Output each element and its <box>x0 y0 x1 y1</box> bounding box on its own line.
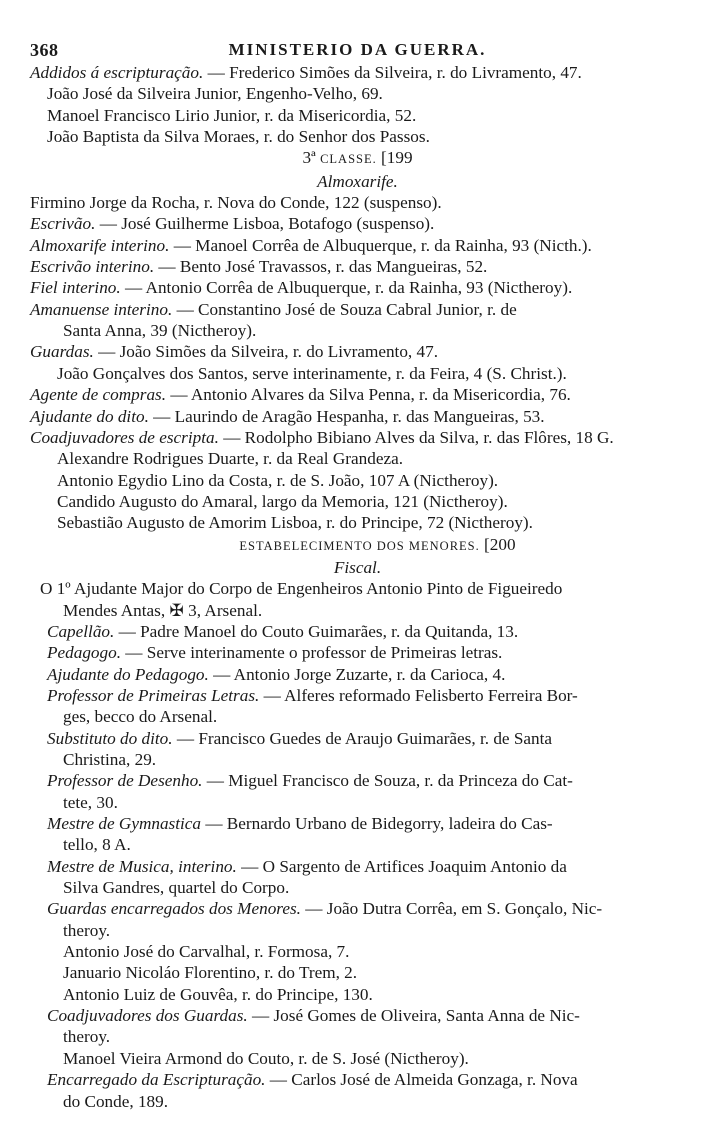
role-label: Encarregado da Escripturação. <box>47 1070 266 1090</box>
section-title: ESTABELECIMENTO DOS MENORES. <box>239 538 480 553</box>
entry-line-continued: theroy. <box>63 1027 111 1047</box>
entry-line-continued: Silva Gandres, quartel do Corpo. <box>63 878 290 898</box>
role-label: Fiel interino. <box>30 278 121 298</box>
entry-line: Candido Augusto do Amaral, largo da Memoria, 121 (Nictheroy). <box>57 491 508 511</box>
entry-line <box>30 642 685 663</box>
entry-line: Firmino Jorge da Rocha, r. Nova do Conde, 122 (suspenso). <box>30 193 442 213</box>
entry-text: — Alferes reformado Felisberto Ferreira Bor- <box>259 685 578 705</box>
subtitle-text: Almoxarife. <box>317 171 398 191</box>
entry-text: — Antonio Corrêa de Albuquerque, r. da Rainha, 93 (Nictheroy). <box>120 278 573 298</box>
entry-text: — O Sargento de Artifices Joaquim Antonio da <box>236 856 567 876</box>
entry-line: João José da Silveira Junior, Engenho-Velho, 69. <box>47 84 383 104</box>
role-label: Mestre de Musica, interino. <box>47 856 237 876</box>
role-label: Coadjuvadores de escripta. <box>30 427 219 447</box>
entry-line-continued: Christina, 29. <box>63 750 157 769</box>
section-subtitle <box>30 557 685 578</box>
entry-line-continued: theroy. <box>63 920 111 940</box>
role-label: Ajudante do dito. <box>30 406 149 426</box>
entry-text: — João Dutra Corrêa, em S. Gonçalo, Nic- <box>300 899 603 919</box>
entry-text: 3, Arsenal. <box>183 600 263 620</box>
entry-line <box>30 235 685 256</box>
subtitle-text: Fiscal. <box>333 557 382 577</box>
role-label: Guardas. <box>30 342 94 362</box>
section-number: [199 <box>381 148 413 168</box>
entry-text: — Constantino José de Souza Cabral Junior, r. de <box>172 299 517 319</box>
entry-line: Manoel Francisco Lirio Junior, r. da Misericordia, 52. <box>47 105 417 125</box>
entry-line <box>30 685 685 706</box>
page-number: 368 <box>30 40 59 60</box>
entry-line <box>30 277 685 298</box>
entry-line <box>30 299 685 320</box>
entry-line-continued <box>30 600 685 621</box>
role-label: Almoxarife interino. <box>30 235 170 255</box>
entry-text: — Francisco Guedes de Araujo Guimarães, r. de Santa <box>172 728 553 748</box>
section-number: [200 <box>484 534 516 554</box>
entry-text: — Manoel Corrêa de Albuquerque, r. da Rainha, 93 (Nicth.). <box>169 235 592 255</box>
section-heading-menores <box>30 534 685 557</box>
entry-line <box>30 256 685 277</box>
entry-line: João Baptista da Silva Moraes, r. do Senhor dos Passos. <box>47 127 430 147</box>
role-label: Agente de compras. <box>30 385 167 405</box>
entry-line: Manoel Vieira Armond do Couto, r. de S. José (Nictheroy). <box>63 1048 469 1068</box>
entry-text: — Rodolpho Bibiano Alves da Silva, r. das Flôres, 18 G. <box>218 427 614 447</box>
order-cross-icon: ✠ <box>169 600 184 620</box>
role-label: Professor de Desenho. <box>47 771 203 791</box>
section-heading-classe <box>30 147 685 170</box>
entry-text: — Frederico Simões da Silveira, r. do Livramento, 47. <box>203 63 582 82</box>
classe-word: CLASSE. <box>320 152 377 167</box>
menores-block <box>30 578 685 1112</box>
entry-text: — Antonio Alvares da Silva Penna, r. da Misericordia, 76. <box>166 385 571 405</box>
entry-text: — José Gomes de Oliveira, Santa Anna de Nic- <box>247 1006 580 1026</box>
almoxarife-block <box>30 192 685 534</box>
entry-line <box>30 384 685 405</box>
role-label: Escrivão interino. <box>30 257 155 277</box>
entry-line <box>30 1069 685 1090</box>
entry-line-continued: do Conde, 189. <box>63 1091 169 1111</box>
entry-line <box>30 1005 685 1026</box>
entry-line <box>30 728 685 749</box>
entry-line <box>30 813 685 834</box>
entry-line: Sebastião Augusto de Amorim Lisboa, r. do Principe, 72 (Nictheroy). <box>57 513 533 533</box>
role-label: Guardas encarregados dos Menores. <box>47 899 301 919</box>
entry-line: Antonio Luiz de Gouvêa, r. do Principe, 130. <box>63 984 373 1004</box>
section-subtitle <box>30 171 685 192</box>
role-label: Ajudante do Pedagogo. <box>47 664 209 684</box>
entry-text: — João Simões da Silveira, r. do Livramento, 47. <box>93 342 439 362</box>
entry-line <box>30 856 685 877</box>
entry-line: Alexandre Rodrigues Duarte, r. da Real Grandeza. <box>57 449 403 469</box>
entry-line: O 1º Ajudante Major do Corpo de Engenheiros Antonio Pinto de Figueiredo <box>40 579 563 599</box>
classe-number: 3ª <box>302 148 316 168</box>
page-header <box>30 40 685 62</box>
running-head: MINISTERIO DA GUERRA. <box>228 40 487 59</box>
entry-line: Januario Nicoláo Florentino, r. do Trem, 2. <box>63 963 358 983</box>
entry-line <box>30 406 685 427</box>
entry-line <box>30 898 685 919</box>
entry-text: — Laurindo de Aragão Hespanha, r. das Mangueiras, 53. <box>148 406 545 426</box>
entry-line <box>30 664 685 685</box>
role-label: Pedagogo. <box>47 643 121 663</box>
entry-line: Antonio Egydio Lino da Costa, r. de S. João, 107 A (Nictheroy). <box>57 470 499 490</box>
entry-line <box>30 770 685 791</box>
role-label: Addidos á escripturação. <box>30 63 204 82</box>
entry-text: — Padre Manoel do Couto Guimarães, r. da Quitanda, 13. <box>114 621 519 641</box>
entry-line-continued: ges, becco do Arsenal. <box>63 707 218 727</box>
entry-line: João Gonçalves dos Santos, serve interinamente, r. da Feira, 4 (S. Christ.). <box>57 363 567 383</box>
role-label: Professor de Primeiras Letras. <box>47 685 260 705</box>
entry-text: — José Guilherme Lisboa, Botafogo (suspenso). <box>95 214 435 234</box>
entry-line-continued: Santa Anna, 39 (Nictheroy). <box>63 321 257 341</box>
entry-line <box>30 213 685 234</box>
entry-text: — Antonio Jorge Zuzarte, r. da Carioca, 4. <box>208 664 506 684</box>
role-label: Coadjuvadores dos Guardas. <box>47 1006 248 1026</box>
entry-text: — Bernardo Urbano de Bidegorry, ladeira do Cas- <box>201 814 553 834</box>
entry-line: Antonio José do Carvalhal, r. Formosa, 7. <box>63 942 350 962</box>
entry-line-continued: tello, 8 A. <box>63 835 131 855</box>
addidos-block <box>30 62 685 147</box>
role-label: Mestre de Gymnastica <box>47 814 202 834</box>
entry-line <box>30 341 685 362</box>
role-label: Capellão. <box>47 621 115 641</box>
role-label: Amanuense interino. <box>30 299 173 319</box>
entry-text: — Bento José Travassos, r. das Mangueiras, 52. <box>154 257 488 277</box>
entry-text: Mendes Antas, <box>63 600 166 620</box>
entry-text: — Serve interinamente o professor de Primeiras letras. <box>121 643 503 663</box>
entry-line-continued: tete, 30. <box>63 792 118 812</box>
role-label: Substituto do dito. <box>47 728 173 748</box>
entry-text: — Miguel Francisco de Souza, r. da Princeza do Cat- <box>202 771 573 791</box>
entry-line <box>30 62 685 83</box>
entry-line <box>30 427 685 448</box>
entry-text: — Carlos José de Almeida Gonzaga, r. Nova <box>265 1070 578 1090</box>
entry-line <box>30 621 685 642</box>
role-label: Escrivão. <box>30 214 96 234</box>
